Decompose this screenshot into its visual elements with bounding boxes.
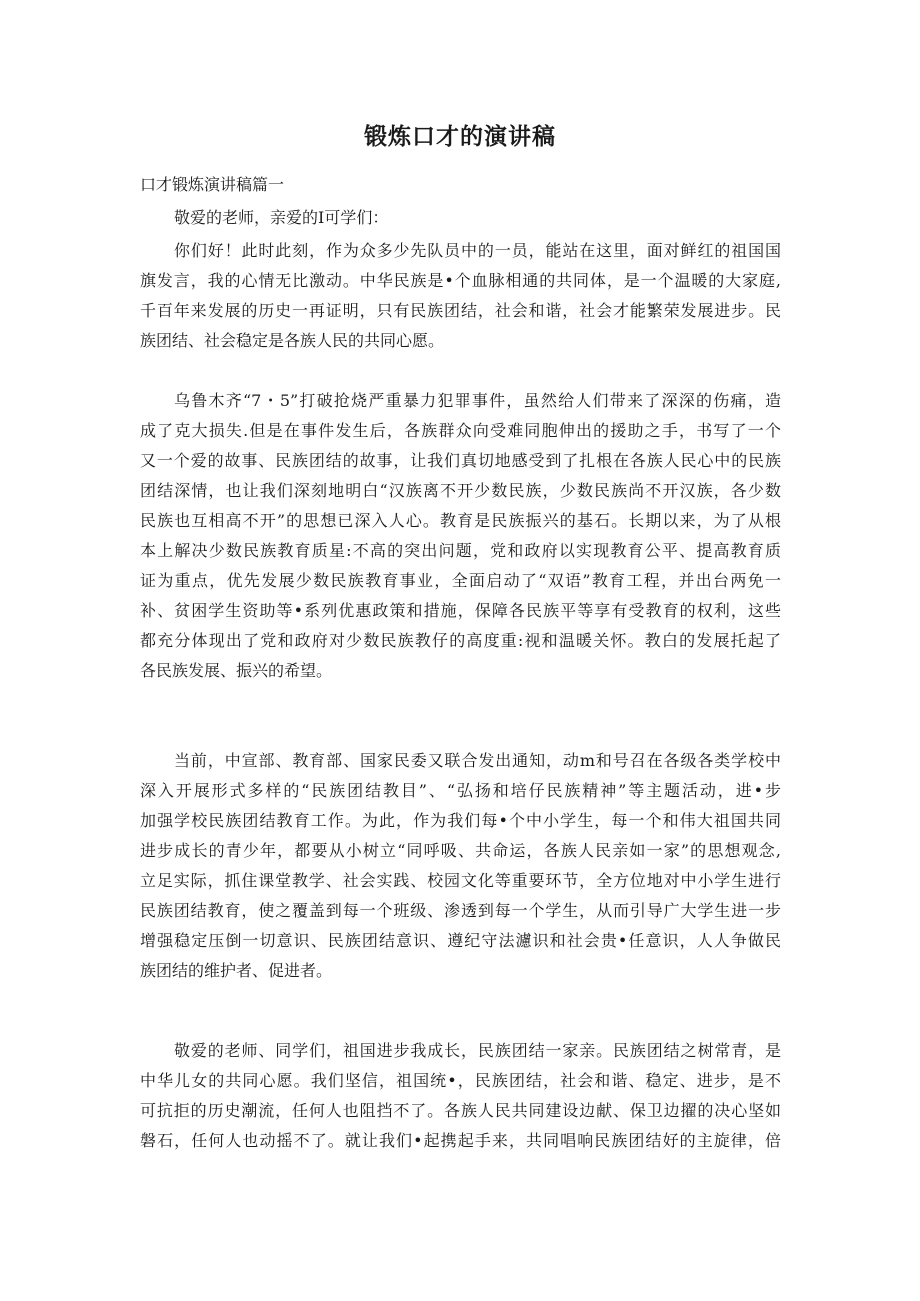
paragraph-line: 族团结的维护者、促进者。 xyxy=(140,961,333,980)
document-title: 锻炼口才的演讲稿 xyxy=(364,124,556,150)
paragraph-2 xyxy=(140,386,781,686)
paragraph-line: 本上解决少数民族教育质星:不高的突出问题，党和政府以实现教育公平、提高教育质 xyxy=(140,541,781,560)
paragraph-line: 磐石，任何人也动摇不了。就让我们•起携起手来，共同唱响民族团结好的主旋律，倍 xyxy=(140,1131,781,1150)
paragraph-line: 又一个爱的故事、民族团结的故事，让我们真切地感受到了扎根在各族人民心中的民族 xyxy=(140,451,781,470)
paragraph-line: 进步成长的青少年，都要从小树立“同呼吸、共命运，各族人民亲如一家”的思想观念, xyxy=(140,841,781,860)
paragraph-line: 可抗拒的历史潮流，任何人也阻挡不了。各族人民共同建设边献、保卫边擢的决心坚如 xyxy=(140,1101,781,1120)
paragraph-line: 成了克大损失.但是在事件发生后，各族群众向受难同胞伸出的援助之手，书写了一个 xyxy=(140,421,781,440)
paragraph-line: 千百年来发展的历史一再证明，只有民族团结，社会和谐，社会才能繁荣发展进步。民 xyxy=(140,301,781,320)
paragraph-line: 证为重点，优先发展少数民族教育事业，全面启动了“双语”教育工程，并出台两免一 xyxy=(140,571,781,590)
paragraph-line: 增强稳定压倒一切意识、民族团结意识、遵纪守法濾识和社会贵•任意识，人人争做民 xyxy=(140,931,781,950)
section-heading: 口才锻炼演讲稿篇一 xyxy=(140,175,285,194)
paragraph-line: 民族也互相高不开”的思想已深入人心。教育是民族振兴的基石。长期以来，为了从根 xyxy=(140,511,781,530)
paragraph-line: 族团结、社会稳定是各族人民的共同心愿。 xyxy=(140,331,445,350)
paragraph-line: 加强学校民族团结教育工作。为此，作为我们每•个中小学生，每一个和伟大祖国共同 xyxy=(140,811,781,830)
salutation: 敬爱的老师，亲爱的I可学们： xyxy=(174,208,389,227)
paragraph-line: 深入开展形式多样的“民族团结教目”、“弘扬和培仔民族精神”等主题活动，进•步 xyxy=(140,781,781,800)
paragraph-line: 敬爱的老师、同学们，祖国进步我成长，民族团结一家亲。民族团结之树常青，是 xyxy=(174,1041,781,1060)
paragraph-line: 各民族发展、振兴的希望。 xyxy=(140,661,333,680)
paragraph-line: 乌鲁木齐“7・5”打破抢烧严重暴力犯罪事件，虽然给人们带来了深深的伤痛，造 xyxy=(174,391,781,410)
paragraph-line: 中华儿女的共同心愿。我们坚信，祖国统•，民族团结，社会和谐、稳定、进步，是不 xyxy=(140,1071,781,1090)
paragraph-line: 团结深情，也让我们深刻地明白“汉族离不开少数民族，少数民族尚不开汉族，各少数 xyxy=(140,481,781,500)
paragraph-4 xyxy=(140,1036,781,1156)
paragraph-line: 旗发言，我的心情无比激动。中华民族是•个血脉相通的共同体，是一个温暖的大家庭, xyxy=(140,271,781,290)
paragraph-line: 民族团结教育，使之覆盖到每一个班级、渗透到每一个学生，从而引导广大学生进一步 xyxy=(140,901,781,920)
paragraph-3 xyxy=(140,746,781,986)
paragraph-line: 你们好！此时此刻，作为众多少先队员中的一员，能站在这里，面对鲜红的祖国国 xyxy=(174,241,781,260)
paragraph-1 xyxy=(140,236,781,356)
paragraph-line: 都充分体现出了党和政府对少数民族教仔的高度重:视和温暖关怀。教白的发展托起了 xyxy=(140,631,781,650)
paragraph-line: 当前，中宣部、教育部、国家民委又联合发出通知，动m和号召在各级各类学校中 xyxy=(174,751,781,770)
paragraph-line: 补、贫困学生资助等•系列优惠政策和措施，保障各民族平等享有受教育的权利，这些 xyxy=(140,601,781,620)
paragraph-line: 立足实际，抓住课堂教学、社会实践、校园文化等重要环节，全方位地对中小学生进行 xyxy=(140,871,781,890)
